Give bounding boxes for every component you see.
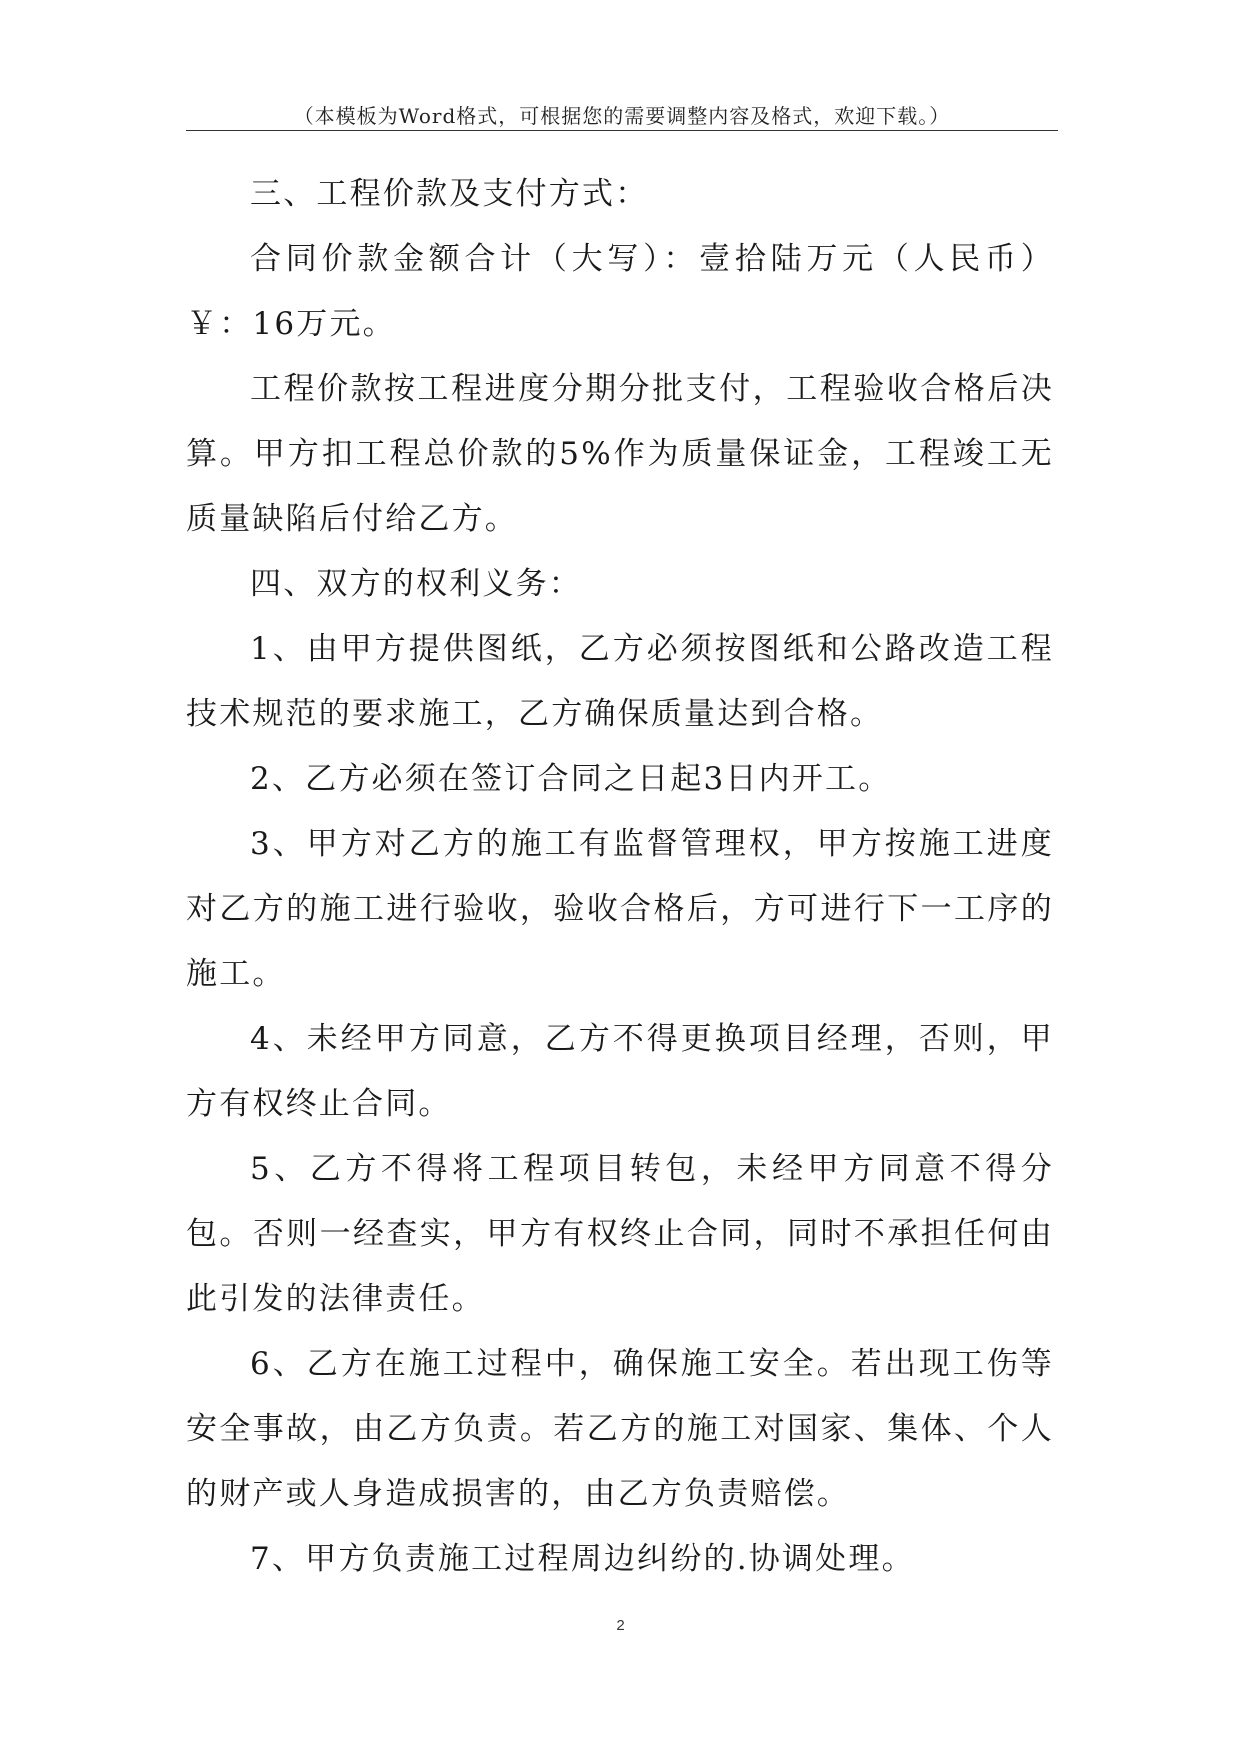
clause-5: 5、乙方不得将工程项目转包，未经甲方同意不得分包。否则一经查实，甲方有权终止合同，同时不承担任何由此引发的法律责任。: [186, 1151, 1054, 1317]
section-heading-payment: 三、工程价款及支付方式：: [250, 176, 649, 212]
clause-7: 7、甲方负责施工过程周边纠纷的.协调处理。: [250, 1541, 915, 1577]
page-number: 2: [616, 1617, 625, 1634]
clause-6: 6、乙方在施工过程中，确保施工安全。若出现工伤等安全事故，由乙方负责。若乙方的施工对国家、集体、个人的财产或人身造成损害的，由乙方负责赔偿。: [186, 1346, 1054, 1512]
clause-2: 2、乙方必须在签订合同之日起3日内开工。: [250, 761, 892, 797]
document-body: [186, 162, 1054, 1592]
clause-3: 3、甲方对乙方的施工有监督管理权，甲方按施工进度对乙方的施工进行验收，验收合格后，方可进行下一工序的施工。: [186, 826, 1054, 992]
clause-1: 1、由甲方提供图纸，乙方必须按图纸和公路改造工程技术规范的要求施工，乙方确保质量达到合格。: [186, 631, 1054, 732]
clause-4: 4、未经甲方同意，乙方不得更换项目经理，否则，甲方有权终止合同。: [186, 1021, 1054, 1122]
header-divider: [186, 130, 1058, 131]
paragraph-contract-price: 合同价款金额合计（大写）：壹拾陆万元（人民币）￥：16万元。: [186, 241, 1054, 342]
template-notice: （本模板为Word格式，可根据您的需要调整内容及格式，欢迎下载。）: [293, 104, 951, 128]
paragraph-payment-terms: 工程价款按工程进度分期分批支付，工程验收合格后决算。甲方扣工程总价款的5%作为质量保证金，工程竣工无质量缺陷后付给乙方。: [186, 371, 1054, 537]
section-heading-rights-obligations: 四、双方的权利义务：: [250, 566, 582, 602]
